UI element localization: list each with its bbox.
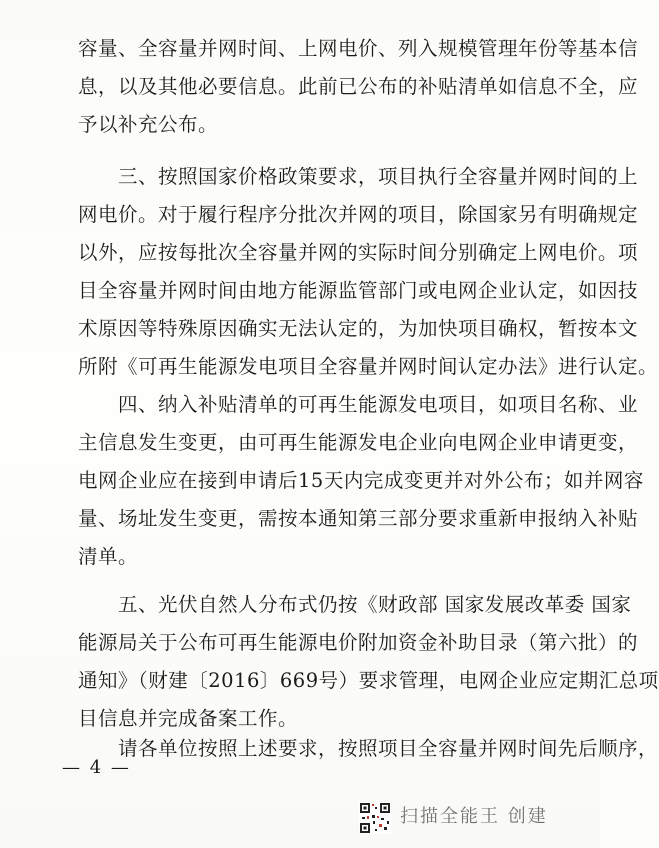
text-line: 网电价。对于履行程序分批次并网的项目，除国家另有明确规定 xyxy=(78,203,639,226)
qr-code-icon xyxy=(359,802,391,834)
text-line: 目全容量并网时间由地方能源监管部门或电网企业认定，如因技 xyxy=(78,279,639,302)
text-line: 电网企业应在接到申请后15天内完成变更并对外公布；如并网容 xyxy=(78,469,644,492)
text-line: 息，以及其他必要信息。此前已公布的补贴清单如信息不全，应 xyxy=(78,75,639,98)
text-line: 四、纳入补贴清单的可再生能源发电项目，如项目名称、业 xyxy=(78,393,639,416)
text-line: 予以补充公布。 xyxy=(78,113,219,136)
text-line: 通知》（财建〔2016〕669号）要求管理，电网企业应定期汇总项 xyxy=(78,669,659,692)
text-line: 能源局关于公布可再生能源电价附加资金补助目录（第六批）的 xyxy=(78,631,639,654)
page-number: — 4 — xyxy=(62,757,131,778)
text-line: 五、光伏自然人分布式仍按《财政部 国家发展改革委 国家 xyxy=(78,593,632,616)
text-line: 量、场址发生变更，需按本通知第三部分要求重新申报纳入补贴 xyxy=(78,507,639,530)
text-line: 主信息发生变更，由可再生能源发电企业向电网企业申请更变， xyxy=(78,431,639,454)
text-line: 目信息并完成备案工作。 xyxy=(78,707,299,730)
text-line: 术原因等特殊原因确实无法认定的，为加快项目确权，暂按本文 xyxy=(78,317,639,340)
text-line: 容量、全容量并网时间、上网电价、列入规模管理年份等基本信 xyxy=(78,37,639,60)
text-line: 以外，应按每批次全容量并网的实际时间分别确定上网电价。项 xyxy=(78,241,639,264)
text-line: 请各单位按照上述要求，按照项目全容量并网时间先后顺序， xyxy=(78,737,659,760)
text-line: 三、按照国家价格政策要求，项目执行全容量并网时间的上 xyxy=(78,165,639,188)
text-line: 清单。 xyxy=(78,545,139,568)
scanner-watermark: 扫描全能王 创建 xyxy=(400,806,548,827)
text-line: 所附《可再生能源发电项目全容量并网时间认定办法》进行认定。 xyxy=(78,355,659,378)
